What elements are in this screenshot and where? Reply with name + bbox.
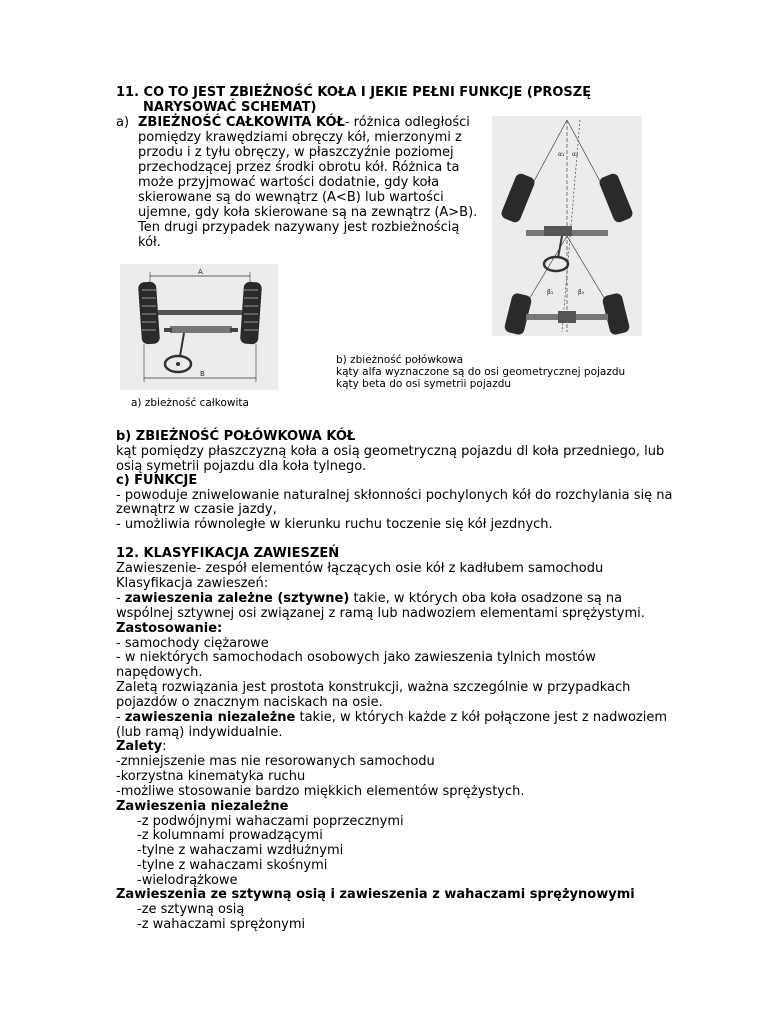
niezalezne-item: -tylne z wahaczami wzdłużnymi bbox=[137, 843, 344, 858]
niezalezne-item: -z kolumnami prowadzącymi bbox=[137, 828, 323, 843]
niezalezne-item: -z podwójnymi wahaczami poprzecznymi bbox=[137, 814, 404, 829]
subsection-c-line: - umożliwia równoległe w kierunku ruchu toczenie się kół jezdnych. bbox=[116, 517, 553, 532]
subsection-a-line: kół. bbox=[138, 235, 161, 250]
angle-beta1-label: β₁ bbox=[547, 289, 554, 296]
independent-suspension-term: zawieszenia niezależne bbox=[124, 710, 296, 725]
section-12-line: Zawieszenie- zespół elementów łączących osie kół z kadłubem samochodu bbox=[116, 561, 604, 576]
subsection-a-line: pomiędzy krawędziami obręczy kół, mierzonymi z bbox=[138, 130, 462, 145]
subsection-c-heading: c) FUNKCJE bbox=[116, 473, 198, 488]
zalety-item: -możliwe stosowanie bardzo miękkich elementów sprężystych. bbox=[116, 784, 525, 799]
dependent-prefix: - bbox=[116, 591, 125, 606]
angle-beta2-label: β₂ bbox=[578, 289, 585, 296]
subsection-a-heading: ZBIEŻNOŚĆ CAŁKOWITA KÓŁ bbox=[138, 115, 345, 130]
dimension-a-label: A bbox=[198, 268, 203, 276]
figure-half-toe-caption-line3: kąty beta do osi symetrii pojazdu bbox=[336, 378, 512, 390]
zalety-item: -korzystna kinematyka ruchu bbox=[116, 769, 306, 784]
sztywna-os-item: -z wahaczami sprężonymi bbox=[137, 917, 306, 932]
figure-total-toe bbox=[120, 264, 278, 390]
subsection-a-text0: - różnica odległości bbox=[344, 115, 470, 130]
angle-alpha1-label: α₁ bbox=[558, 151, 565, 158]
zalety-item: -zmniejszenie mas nie resorowanych samochodu bbox=[116, 754, 435, 769]
section-12-line: wspólnej sztywnej osi związanej z ramą lub nadwoziem elementami sprężystymi. bbox=[116, 606, 645, 621]
subsection-a-line: może przyjmować wartości dodatnie, gdy koła bbox=[138, 175, 440, 190]
dependent-suspension-line bbox=[116, 592, 622, 607]
sztywna-os-heading: Zawieszenia ze sztywną osią i zawieszenia z wahaczami sprężynowymi bbox=[116, 887, 635, 902]
subsection-c-line: - powoduje zniwelowanie naturalnej skłonności pochylonych kół do rozchylania się na bbox=[116, 488, 673, 503]
figure-half-toe-caption-line2: kąty alfa wyznaczone są do osi geometrycznej pojazdu bbox=[336, 366, 626, 378]
total-toe-diagram bbox=[120, 264, 278, 390]
section-12-title: 12. KLASYFIKACJA ZAWIESZEŃ bbox=[116, 546, 340, 561]
independent-rest: takie, w których każde z kół połączone jest z nadwoziem bbox=[295, 710, 668, 725]
subsection-b-line: osią symetrii pojazdu dla koła tylnego. bbox=[116, 459, 367, 474]
subsection-b-line: kąt pomiędzy płaszczyzną koła a osią geometryczną pojazdu dl koła przedniego, lub bbox=[116, 444, 665, 459]
subsection-a-line: Ten drugi przypadek nazywany jest rozbieżnością bbox=[138, 220, 460, 235]
subsection-a-line: przodu i z tyłu obręczy, w płaszczyźnie poziomej bbox=[138, 145, 454, 160]
niezalezne-item: -tylne z wahaczami skośnymi bbox=[137, 858, 328, 873]
zastosowanie-line: - w niektórych samochodach osobowych jako zawieszenia tylnich mostów bbox=[116, 650, 596, 665]
sztywna-os-item: -ze sztywną osią bbox=[137, 902, 245, 917]
subsection-a-first-line bbox=[138, 116, 470, 131]
zastosowanie-line: pojazdów o znacznym naciskach na osie. bbox=[116, 695, 383, 710]
zastosowanie-line: Zaletą rozwiązania jest prostota konstrukcji, ważna szczególnie w przypadkach bbox=[116, 680, 631, 695]
subsection-c-line: zewnątrz w czasie jazdy, bbox=[116, 502, 277, 517]
dependent-rest: takie, w których oba koła osadzone są na bbox=[349, 591, 623, 606]
subsection-a-line: ujemne, gdy koła skierowane są na zewnątrz (A>B). bbox=[138, 205, 478, 220]
section-11-title-line1: 11. CO TO JEST ZBIEŻNOŚĆ KOŁA I JEKIE PEŁNI FUNKCJE (PROSZĘ bbox=[116, 85, 592, 100]
section-11-title-line2: NARYSOWAĆ SCHEMAT) bbox=[143, 100, 317, 115]
figure-half-toe bbox=[492, 116, 642, 336]
figure-half-toe-caption-line1: b) zbieżność połówkowa bbox=[336, 354, 464, 366]
dimension-b-label: B bbox=[200, 370, 205, 378]
zalety-heading: Zalety bbox=[116, 739, 163, 754]
figure-total-toe-caption: a) zbieżność całkowita bbox=[131, 397, 249, 409]
niezalezne-item: -wielodrążkowe bbox=[137, 873, 238, 888]
subsection-a-marker: a) bbox=[116, 115, 130, 130]
zalety-colon: : bbox=[162, 739, 167, 754]
zalety-line bbox=[116, 740, 167, 755]
subsection-a-line: przechodzącej przez środki obrotu kół. Różnica ta bbox=[138, 160, 460, 175]
independent-suspension-line bbox=[116, 711, 667, 726]
zastosowanie-heading: Zastosowanie: bbox=[116, 621, 223, 636]
angle-alpha2-label: α₂ bbox=[572, 151, 579, 158]
subsection-b-heading: b) ZBIEŻNOŚĆ POŁÓWKOWA KÓŁ bbox=[116, 429, 356, 444]
zastosowanie-line: napędowych. bbox=[116, 665, 203, 680]
independent-prefix: - bbox=[116, 710, 125, 725]
section-12-line: (lub ramą) indywidualnie. bbox=[116, 725, 283, 740]
zastosowanie-line: - samochody ciężarowe bbox=[116, 636, 269, 651]
niezalezne-heading: Zawieszenia niezależne bbox=[116, 799, 289, 814]
half-toe-diagram bbox=[492, 116, 642, 336]
section-12-line: Klasyfikacja zawieszeń: bbox=[116, 576, 269, 591]
subsection-a-line: skierowane są do wewnątrz (A<B) lub wartości bbox=[138, 190, 444, 205]
dependent-suspension-term: zawieszenia zależne (sztywne) bbox=[124, 591, 350, 606]
